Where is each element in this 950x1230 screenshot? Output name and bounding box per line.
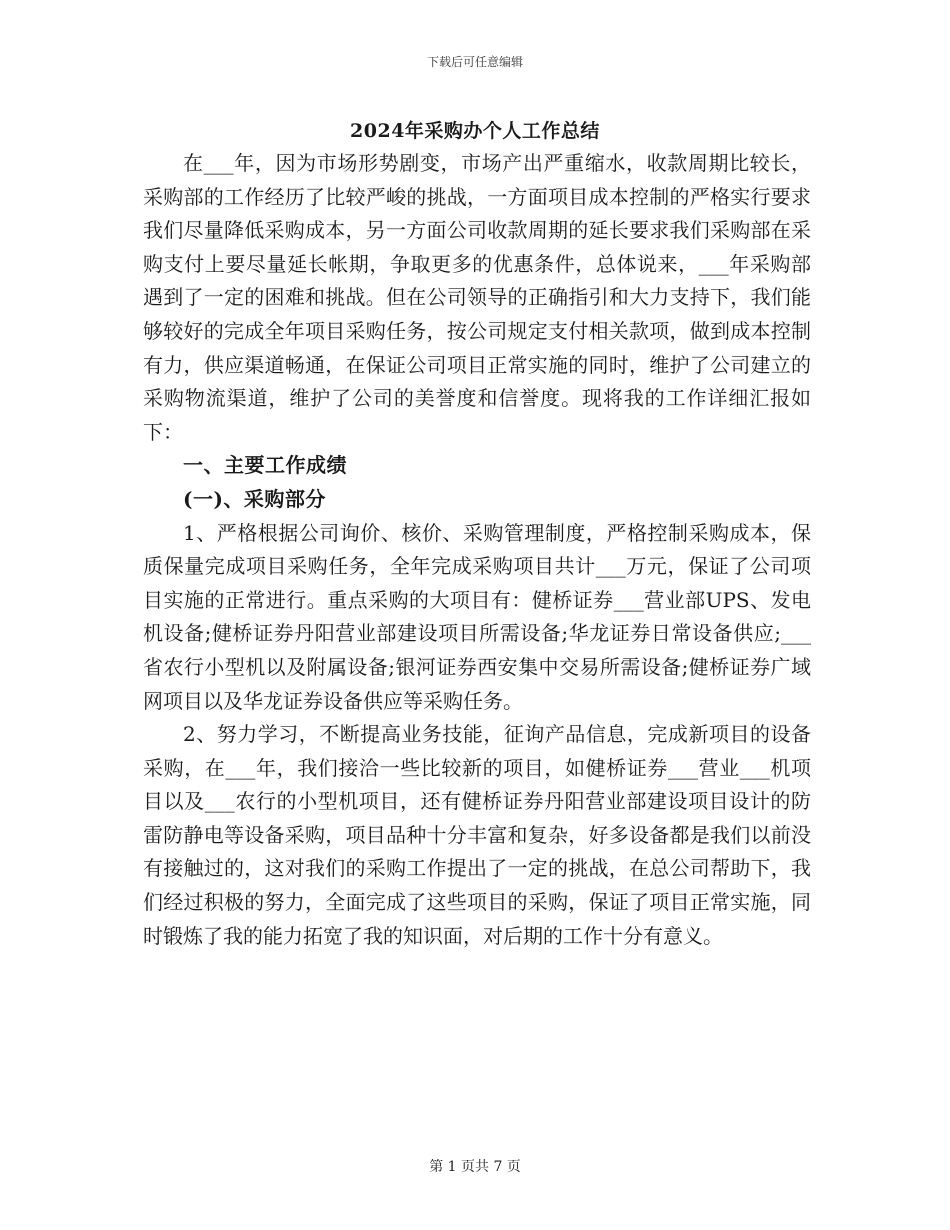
- section-heading-1: 一、主要工作成绩: [183, 453, 347, 478]
- paragraph-item-2: 2、努力学习，不断提高业务技能，征询产品信息，完成新项目的设备采购，在___年，我们接洽一些比较新的项目，如健桥证券___营业___机项目以及___农行的小型机项目，还有健桥证券丹阳营业部建设项目设计的防雷防静电等设备采购，项目品种十分丰富和复杂，好多设备都是我们以前没有接触过的，这对我们的采购工作提出了一定的挑战，在总公司帮助下，我们经过积极的努力，全面完成了这些项目的采购，保证了项目正常实施，同时锻炼了我的能力拓宽了我的知识面，对后期的工作十分有意义。: [143, 722, 811, 948]
- paragraph-intro: 在___年，因为市场形势剧变，市场产出严重缩水，收款周期比较长，采购部的工作经历了比较严峻的挑战，一方面项目成本控制的严格实行要求我们尽量降低采购成本，另一方面公司收款周期的延长要求我们采购部在采购支付上要尽量延长帐期，争取更多的优惠条件，总体说来，___年采购部遇到了一定的困难和挑战。但在公司领导的正确指引和大力支持下，我们能够较好的完成全年项目采购任务，按公司规定支付相关款项，做到成本控制有力，供应渠道畅通，在保证公司项目正常实施的同时，维护了公司建立的采购物流渠道，维护了公司的美誉度和信誉度。现将我的工作详细汇报如下：: [143, 151, 811, 444]
- page-footer: 第 1 页共 7 页: [429, 1159, 521, 1175]
- header-note: 下载后可任意编辑: [426, 55, 523, 69]
- subsection-heading-1: (一)、采购部分: [183, 486, 326, 511]
- paragraph-item-1: 1、严格根据公司询价、核价、采购管理制度，严格控制采购成本，保质保量完成项目采购任务，全年完成采购项目共计___万元，保证了公司项目实施的正常进行。重点采购的大项目有：健桥证券___营业部UPS、发电机设备;健桥证券丹阳营业部建设项目所需设备;华龙证券日常设备供应;___省农行小型机以及附属设备;银河证券西安集中交易所需设备;健桥证券广域网项目以及华龙证券设备供应等采购任务。: [143, 520, 811, 713]
- document-title: 2024年采购办个人工作总结: [350, 120, 600, 142]
- document-body: [143, 147, 811, 953]
